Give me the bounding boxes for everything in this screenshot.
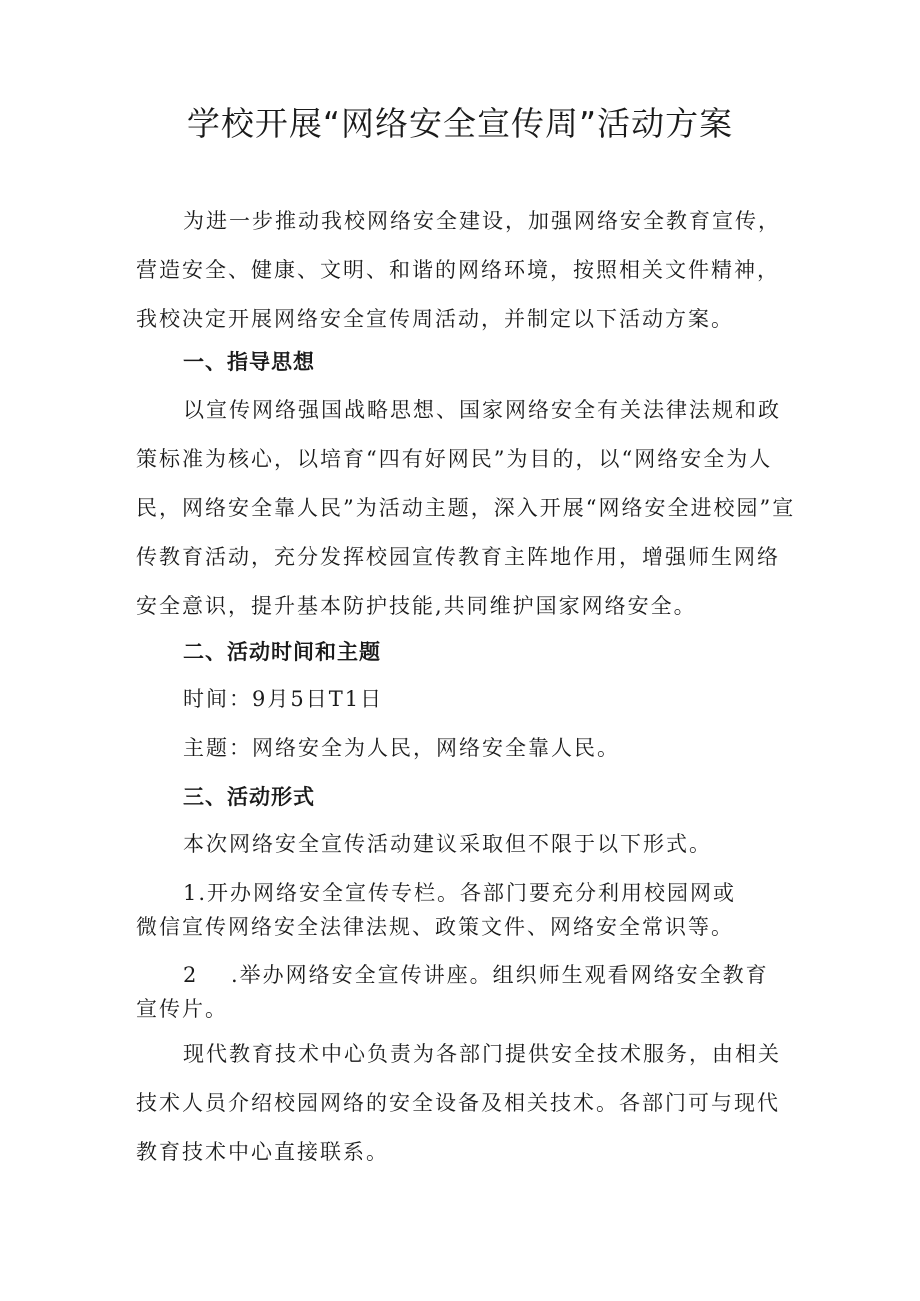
activity-forms-intro: 本次网络安全宣传活动建议采取但不限于以下形式。 <box>183 832 712 856</box>
list-item-line: 微信宣传网络安全法律法规、政策文件、网络安全常识等。 <box>136 915 734 939</box>
list-item-lecture <box>136 958 796 1026</box>
list-item-number: 2 <box>183 963 199 987</box>
section-heading-time-theme: 二、活动时间和主题 <box>183 640 381 664</box>
list-item-line: 1.开办网络安全宣传专栏。各部门要充分利用校园网或 <box>183 881 737 905</box>
section-heading-guiding-ideology: 一、指导思想 <box>183 350 315 374</box>
list-item-line <box>136 958 796 992</box>
intro-paragraph: 为进一步推动我校网络安全建设，加强网络安全教育宣传，营造安全、健康、文明、和谐的网络环境，按照相关文件精神，我校决定开展网络安全宣传周活动，并制定以下活动方案。 <box>136 209 781 331</box>
list-item-text: .举办网络安全宣传讲座。组织师生观看网络安全教育 <box>231 963 769 987</box>
list-item-column <box>136 876 796 944</box>
guiding-ideology-paragraph: 以宣传网络强国战略思想、国家网络安全有关法律法规和政策标准为核心，以培育“四有好网民”为目的，以“网络安全为人民，网络安全靠人民”为活动主题，深入开展“网络安全进校园”宣传教育活动，充分发挥校园宣传教育主阵地作用，增强师生网络安全意识，提升基本防护技能,共同维护国家网络安全。 <box>136 398 796 618</box>
activity-time: 时间：9月5日T1日 <box>183 687 384 711</box>
closing-paragraph: 现代教育技术中心负责为各部门提供安全技术服务，由相关技术人员介绍校园网络的安全设备及相关技术。各部门可与现代教育技术中心直接联系。 <box>136 1042 781 1164</box>
document-title: 学校开展“网络安全宣传周”活动方案 <box>186 104 734 143</box>
section-heading-activity-forms: 三、活动形式 <box>183 785 315 809</box>
activity-theme: 主题：网络安全为人民，网络安全靠人民。 <box>183 736 620 760</box>
list-item-line: 宣传片。 <box>136 997 228 1021</box>
